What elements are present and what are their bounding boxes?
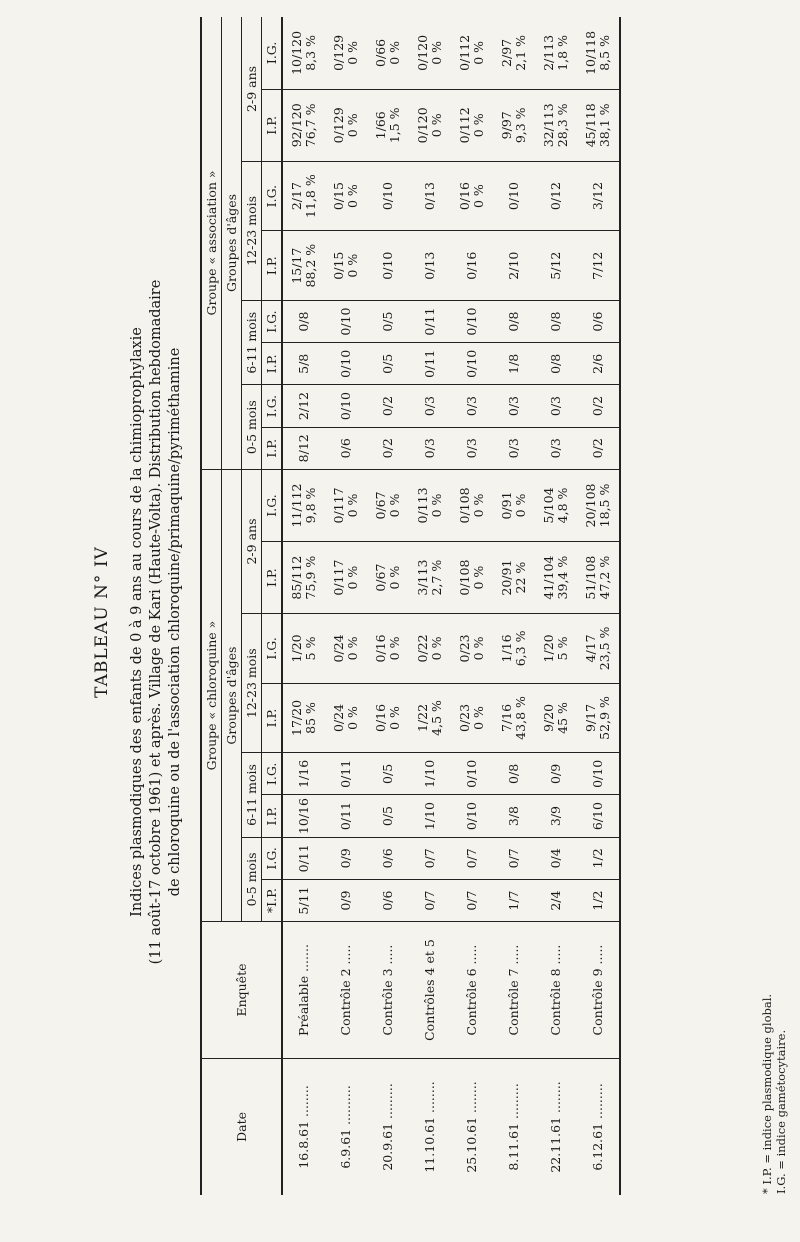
association-value-cell: 0/11 (409, 300, 451, 342)
association-value-cell: 0/10 (367, 231, 409, 301)
chloroquine-value-cell: 1/10 (409, 795, 451, 837)
association-value-cell: 0/2 (577, 427, 620, 469)
association-value-cell: 0/6 (577, 300, 620, 342)
chloroquine-value-cell: 11/112 9,8 % (282, 469, 325, 541)
chloroquine-value-cell: 5/11 (282, 879, 325, 921)
association-value-cell: 5/8 (282, 343, 325, 385)
chloroquine-value-cell: 0/10 (451, 795, 493, 837)
chloroquine-value-cell: 0/7 (451, 879, 493, 921)
association-value-cell: 0/5 (367, 300, 409, 342)
chloroquine-value-cell: 20/108 18,5 % (577, 469, 620, 541)
association-value-cell: 0/10 (493, 161, 535, 231)
association-value-cell: 0/5 (367, 343, 409, 385)
association-value-cell: 0/10 (325, 343, 367, 385)
chloroquine-value-cell: 0/5 (367, 753, 409, 795)
footnotes (760, 994, 788, 1194)
chloroquine-value-cell: 0/108 0 % (451, 469, 493, 541)
chloroquine-value-cell: 2/4 (535, 879, 577, 921)
chloroquine-value-cell: 0/23 0 % (451, 683, 493, 753)
enquete-cell: Contrôle 6 ..... (451, 922, 493, 1059)
chloroquine-value-cell: 0/67 0 % (367, 469, 409, 541)
chloroquine-value-cell: 1/20 5 % (282, 614, 325, 684)
date-cell: 6.12.61 ......... (577, 1058, 620, 1195)
chloroquine-value-cell: 3/9 (535, 795, 577, 837)
chloroquine-value-cell: 3/8 (493, 795, 535, 837)
association-value-cell: 2/113 1,8 % (535, 17, 577, 89)
header-ig: I.G. (262, 614, 283, 684)
chloroquine-value-cell: 0/117 0 % (325, 469, 367, 541)
chloroquine-value-cell: 0/67 0 % (367, 542, 409, 614)
chloroquine-value-cell: 10/16 (282, 795, 325, 837)
chloroquine-value-cell: 7/16 43,8 % (493, 683, 535, 753)
chloroquine-value-cell: 1/16 6,3 % (493, 614, 535, 684)
header-age-12-23: 12-23 mois (242, 161, 262, 300)
association-value-cell: 0/12 (535, 161, 577, 231)
chloroquine-value-cell: 0/11 (325, 753, 367, 795)
chloroquine-value-cell: 0/6 (367, 837, 409, 879)
chloroquine-value-cell: 0/9 (535, 753, 577, 795)
data-table (200, 17, 621, 1195)
chloroquine-value-cell: 0/23 0 % (451, 614, 493, 684)
association-value-cell: 0/2 (577, 385, 620, 427)
association-value-cell: 2/17 11,8 % (282, 161, 325, 231)
chloroquine-value-cell: 41/104 39,4 % (535, 542, 577, 614)
association-value-cell: 2/6 (577, 343, 620, 385)
chloroquine-value-cell: 3/113 2,7 % (409, 542, 451, 614)
header-ip: I.P. (262, 795, 283, 837)
chloroquine-value-cell: 0/9 (325, 837, 367, 879)
association-value-cell: 0/8 (282, 300, 325, 342)
association-value-cell: 7/12 (577, 231, 620, 301)
table-title: TABLEAU N° IV (92, 546, 112, 698)
header-age-2-9: 2-9 ans (242, 469, 262, 613)
chloroquine-value-cell: 5/104 4,8 % (535, 469, 577, 541)
chloroquine-value-cell: 1/10 (409, 753, 451, 795)
header-ip: I.P. (262, 89, 283, 161)
association-value-cell: 0/3 (409, 427, 451, 469)
table-row (367, 17, 409, 1195)
header-groupes-ages: Groupes d'âges (222, 17, 242, 469)
enquete-cell: Contrôles 4 et 5 (409, 922, 451, 1059)
table-caption (128, 142, 185, 1102)
enquete-cell: Contrôle 7 ..... (493, 922, 535, 1059)
chloroquine-value-cell: 0/7 (409, 837, 451, 879)
association-value-cell: 0/2 (367, 427, 409, 469)
table-row (535, 17, 577, 1195)
header-age-0-5: 0-5 mois (242, 837, 262, 921)
association-value-cell: 0/10 (325, 385, 367, 427)
chloroquine-value-cell: 1/20 5 % (535, 614, 577, 684)
chloroquine-value-cell: 0/24 0 % (325, 614, 367, 684)
header-ig: I.G. (262, 17, 283, 89)
association-value-cell: 0/2 (367, 385, 409, 427)
enquete-cell: Contrôle 8 ..... (535, 922, 577, 1059)
association-value-cell: 0/3 (535, 427, 577, 469)
chloroquine-value-cell: 1/7 (493, 879, 535, 921)
association-value-cell: 0/120 0 % (409, 89, 451, 161)
association-value-cell: 0/120 0 % (409, 17, 451, 89)
date-cell: 22.11.61 ........ (548, 1081, 563, 1173)
association-value-cell: 9/97 9,3 % (493, 89, 535, 161)
header-groupes-ages: Groupes d'âges (222, 469, 242, 921)
association-value-cell: 0/66 0 % (367, 17, 409, 89)
header-age-12-23: 12-23 mois (242, 614, 262, 753)
chloroquine-value-cell: 0/113 0 % (409, 469, 451, 541)
association-value-cell: 0/3 (535, 385, 577, 427)
chloroquine-value-cell: 0/22 0 % (409, 614, 451, 684)
table-row (493, 17, 535, 1195)
header-group-chloroquine: Groupe « chloroquine » (201, 469, 222, 921)
association-value-cell: 15/17 88,2 % (282, 231, 325, 301)
enquete-cell: Contrôle 2 ..... (325, 922, 367, 1059)
table-row (451, 17, 493, 1195)
header-ip: I.P. (262, 683, 283, 753)
date-cell: 16.8.61 ........ (296, 1085, 311, 1169)
association-value-cell: 0/8 (535, 300, 577, 342)
header-enquete: Enquête (201, 922, 282, 1059)
chloroquine-value-cell: 20/91 22 % (493, 542, 535, 614)
table-row (325, 17, 367, 1195)
date-cell: 6.9.61 .......... (338, 1085, 353, 1169)
header-ig: I.G. (262, 837, 283, 879)
header-age-6-11: 6-11 mois (242, 753, 262, 837)
association-value-cell: 0/129 0 % (325, 89, 367, 161)
association-value-cell: 2/97 2,1 % (493, 17, 535, 89)
header-ip: I.P. (262, 542, 283, 614)
association-value-cell: 0/10 (451, 343, 493, 385)
table-row (577, 17, 620, 1195)
association-value-cell: 0/6 (325, 427, 367, 469)
date-cell: 11.10.61 ........ (422, 1081, 437, 1173)
header-ip: I.P. (262, 231, 283, 301)
enquete-cell: Contrôle 9 ..... (577, 922, 620, 1059)
enquete-cell: Préalable ....... (282, 922, 325, 1059)
caption-line: Indices plasmodiques des enfants de 0 à 9 ans au cours de la chimioprophylaxie (129, 327, 145, 917)
header-age-0-5: 0-5 mois (242, 385, 262, 469)
association-value-cell: 0/11 (409, 343, 451, 385)
association-value-cell: 92/120 76,7 % (282, 89, 325, 161)
footnote-ig: I.G. = indice gamétocytaire. (774, 1029, 788, 1194)
header-age-6-11: 6-11 mois (242, 300, 262, 384)
chloroquine-value-cell: 6/10 (577, 795, 620, 837)
chloroquine-value-cell: 0/117 0 % (325, 542, 367, 614)
chloroquine-value-cell: 0/6 (367, 879, 409, 921)
association-value-cell: 45/118 38,1 % (577, 89, 620, 161)
caption-line: de chloroquine ou de l'association chloroquine/primaquine/pyriméthamine (167, 347, 183, 897)
caption-line: (11 août-17 octobre 1961) et après. Village de Kari (Haute-Volta). Distribution hebdomadaire (148, 279, 164, 965)
chloroquine-value-cell: 9/20 45 % (535, 683, 577, 753)
association-value-cell: 0/3 (409, 385, 451, 427)
footnote-ip: * I.P. = indice plasmodique global. (760, 993, 774, 1194)
table-row (409, 17, 451, 1195)
chloroquine-value-cell: 0/11 (325, 795, 367, 837)
header-date: Date (201, 1058, 282, 1195)
association-value-cell: 0/13 (409, 231, 451, 301)
association-value-cell: 1/66 1,5 % (367, 89, 409, 161)
header-ip: *I.P. (262, 879, 283, 921)
association-value-cell: 0/8 (535, 343, 577, 385)
chloroquine-value-cell: 9/17 52,9 % (577, 683, 620, 753)
association-value-cell: 0/3 (493, 385, 535, 427)
association-value-cell: 0/15 0 % (325, 231, 367, 301)
association-value-cell: 0/3 (451, 427, 493, 469)
association-value-cell: 8/12 (282, 427, 325, 469)
enquete-cell: Contrôle 3 ..... (367, 922, 409, 1059)
header-ig: I.G. (262, 753, 283, 795)
chloroquine-value-cell: 1/16 (282, 753, 325, 795)
chloroquine-value-cell: 0/10 (451, 753, 493, 795)
chloroquine-value-cell: 0/7 (409, 879, 451, 921)
chloroquine-value-cell: 51/108 47,2 % (577, 542, 620, 614)
association-value-cell: 0/13 (409, 161, 451, 231)
table-body (282, 17, 620, 1195)
association-value-cell: 0/3 (493, 427, 535, 469)
header-ig: I.G. (262, 385, 283, 427)
association-value-cell: 32/113 28,3 % (535, 89, 577, 161)
chloroquine-value-cell: 1/22 4,5 % (409, 683, 451, 753)
chloroquine-value-cell: 17/20 85 % (282, 683, 325, 753)
chloroquine-value-cell: 0/8 (493, 753, 535, 795)
association-value-cell: 2/12 (282, 385, 325, 427)
chloroquine-value-cell: 4/17 23,5 % (577, 614, 620, 684)
header-age-2-9: 2-9 ans (242, 17, 262, 161)
association-value-cell: 0/16 (451, 231, 493, 301)
header-ip: I.P. (262, 343, 283, 385)
association-value-cell: 0/8 (493, 300, 535, 342)
association-value-cell: 10/118 8,5 % (577, 17, 620, 89)
association-value-cell: 0/10 (451, 300, 493, 342)
date-cell: 8.11.61 ......... (506, 1083, 521, 1171)
chloroquine-value-cell: 0/11 (282, 837, 325, 879)
chloroquine-value-cell: 1/2 (577, 879, 620, 921)
header-ig: I.G. (262, 300, 283, 342)
chloroquine-value-cell: 0/91 0 % (493, 469, 535, 541)
association-value-cell: 10/120 8,3 % (282, 17, 325, 89)
date-cell: 25.10.61 ........ (464, 1081, 479, 1173)
header-ig: I.G. (262, 161, 283, 231)
header-group-association: Groupe « association » (201, 17, 222, 469)
chloroquine-value-cell: 0/16 0 % (367, 614, 409, 684)
chloroquine-value-cell: 0/9 (325, 879, 367, 921)
association-value-cell: 3/12 (577, 161, 620, 231)
association-value-cell: 5/12 (535, 231, 577, 301)
association-value-cell: 0/112 0 % (451, 89, 493, 161)
association-value-cell: 1/8 (493, 343, 535, 385)
chloroquine-value-cell: 0/108 0 % (451, 542, 493, 614)
association-value-cell: 0/16 0 % (451, 161, 493, 231)
association-value-cell: 0/10 (325, 300, 367, 342)
date-cell: 20.9.61 ......... (380, 1083, 395, 1171)
header-ig: I.G. (262, 469, 283, 541)
chloroquine-value-cell: 0/16 0 % (367, 683, 409, 753)
chloroquine-value-cell: 0/5 (367, 795, 409, 837)
chloroquine-value-cell: 1/2 (577, 837, 620, 879)
association-value-cell: 0/3 (451, 385, 493, 427)
chloroquine-value-cell: 0/7 (451, 837, 493, 879)
chloroquine-value-cell: 0/7 (493, 837, 535, 879)
chloroquine-value-cell: 0/24 0 % (325, 683, 367, 753)
association-value-cell: 0/112 0 % (451, 17, 493, 89)
association-value-cell: 0/129 0 % (325, 17, 367, 89)
association-value-cell: 0/10 (367, 161, 409, 231)
table-row (282, 17, 325, 1195)
header-ip: I.P. (262, 427, 283, 469)
association-value-cell: 0/15 0 % (325, 161, 367, 231)
chloroquine-value-cell: 0/4 (535, 837, 577, 879)
chloroquine-value-cell: 85/112 75,9 % (282, 542, 325, 614)
chloroquine-value-cell: 0/10 (577, 753, 620, 795)
association-value-cell: 2/10 (493, 231, 535, 301)
